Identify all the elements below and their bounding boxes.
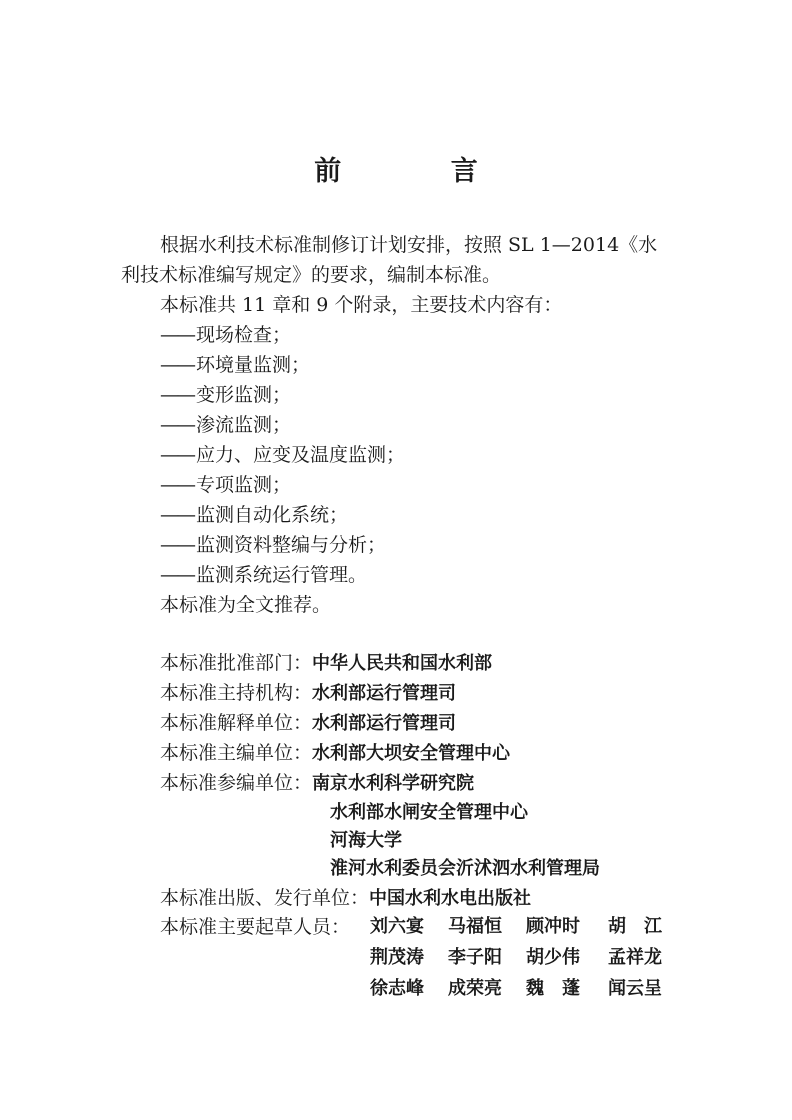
page-title: 前 言 [314, 156, 528, 187]
drafter-name: 魏 蓬 [526, 978, 580, 999]
publisher-value: 中国水利水电出版社 [369, 888, 532, 909]
dash: —— [160, 384, 194, 406]
content-item-text: 应力、应变及温度监测； [196, 444, 406, 466]
interpret-label: 本标准解释单位： [160, 712, 313, 734]
content-item [160, 382, 291, 408]
drafter-name: 顾冲时 [526, 916, 580, 937]
participate-value: 河海大学 [330, 830, 402, 851]
content-item [160, 322, 291, 348]
publisher-line [160, 885, 531, 912]
content-item-text: 现场检查； [196, 324, 292, 346]
approval-label: 本标准批准部门： [160, 652, 313, 674]
participate-label: 本标准参编单位： [160, 772, 313, 794]
interpret-value: 水利部运行管理司 [312, 713, 457, 734]
drafter-name: 胡少伟 [526, 947, 580, 968]
content-item [160, 352, 310, 378]
approval-value: 中华人民共和国水利部 [312, 653, 493, 674]
recommend-text: 本标准为全文推荐。 [160, 594, 332, 616]
drafter-name: 荆茂涛 [370, 947, 424, 968]
participate-value: 南京水利科学研究院 [312, 773, 475, 794]
participate-value: 淮河水利委员会沂沭泗水利管理局 [330, 858, 600, 879]
chief-line [160, 740, 510, 767]
participate-line [160, 770, 474, 797]
drafters-line [160, 914, 350, 940]
publisher-label: 本标准出版、发行单位： [160, 887, 370, 909]
participate-value: 水利部水闸安全管理中心 [330, 802, 528, 823]
drafter-name: 孟祥龙 [608, 947, 662, 968]
drafters-label: 本标准主要起草人员： [160, 916, 351, 938]
dash: —— [160, 504, 194, 526]
drafter-name: 马福恒 [448, 916, 502, 937]
dash: —— [160, 474, 194, 496]
content-item-text: 变形监测； [196, 384, 292, 406]
drafter-name: 胡 江 [608, 916, 662, 937]
content-item-text: 监测系统运行管理。 [196, 564, 368, 586]
dash: —— [160, 564, 194, 586]
dash: —— [160, 324, 194, 346]
chief-value: 水利部大坝安全管理中心 [312, 743, 511, 764]
host-value: 水利部运行管理司 [312, 683, 457, 704]
drafter-name: 闻云呈 [608, 978, 662, 999]
content-item-text: 渗流监测； [196, 414, 292, 436]
drafter-name: 成荣亮 [448, 978, 502, 999]
chief-label: 本标准主编单位： [160, 742, 313, 764]
content-item-text: 环境量监测； [196, 354, 311, 376]
content-item [160, 472, 291, 498]
content-item [160, 502, 348, 528]
content-item-text: 专项监测； [196, 474, 292, 496]
dash: —— [160, 414, 194, 436]
content-item [160, 442, 405, 468]
intro-line-3: 本标准共 11 章和 9 个附录，主要技术内容有： [160, 294, 563, 316]
interpret-line [160, 710, 456, 737]
intro-line-2: 利技术标准编写规定》的要求，编制本标准。 [121, 264, 502, 286]
intro-line-1: 根据水利技术标准制修订计划安排，按照 SL 1—2014《水 [160, 234, 658, 256]
dash: —— [160, 354, 194, 376]
host-label: 本标准主持机构： [160, 682, 313, 704]
content-item [160, 562, 367, 588]
approval-line [160, 650, 492, 677]
dash: —— [160, 534, 194, 556]
host-line [160, 680, 456, 707]
content-item-text: 监测资料整编与分析； [196, 534, 387, 556]
dash: —— [160, 444, 194, 466]
content-item-text: 监测自动化系统； [196, 504, 349, 526]
content-item [160, 412, 291, 438]
drafter-name: 徐志峰 [370, 978, 424, 999]
drafter-name: 李子阳 [448, 947, 502, 968]
content-item [160, 532, 386, 558]
drafter-name: 刘六宴 [370, 916, 424, 937]
